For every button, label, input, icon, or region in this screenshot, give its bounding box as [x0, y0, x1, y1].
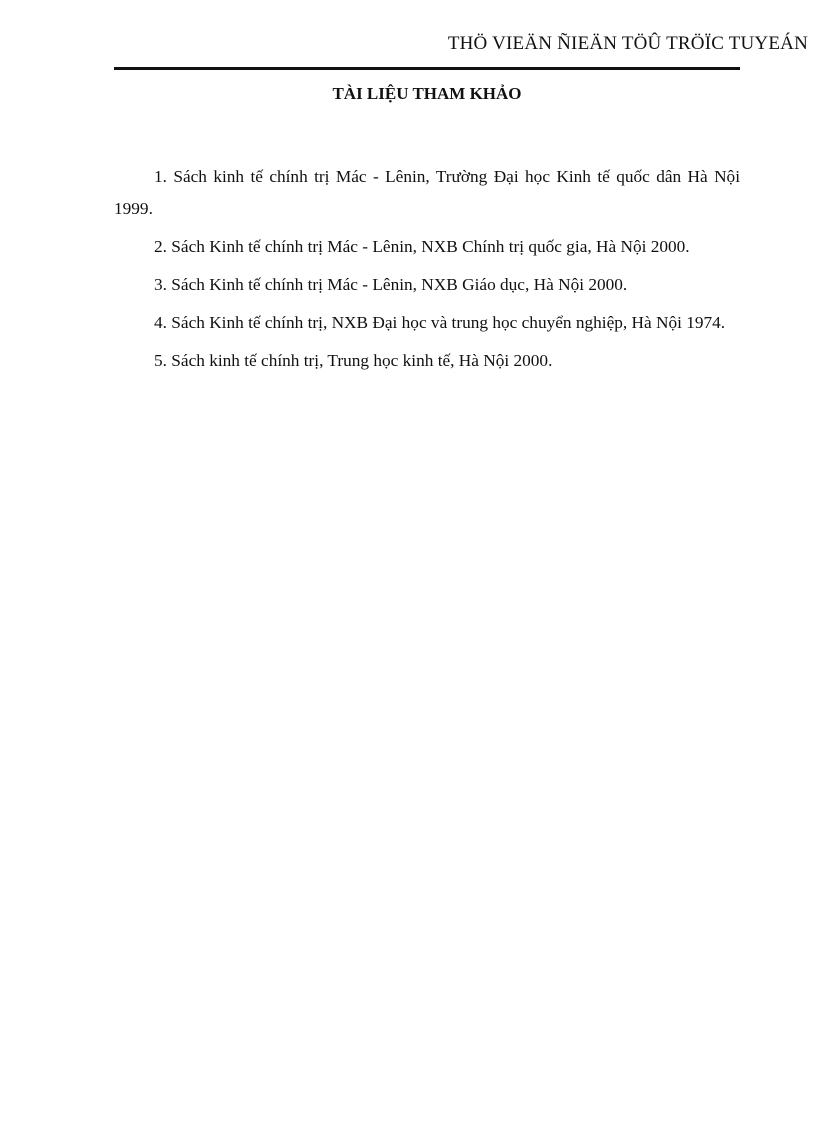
header-text: THÖ VIEÄN ÑIEÄN TÖÛ TRÖÏC TUYEÁN [447, 33, 808, 54]
reference-item: 4. Sách Kinh tế chính trị, NXB Đại học và trung học chuyển nghiệp, Hà Nội 1974. [154, 313, 726, 332]
page-header [0, 0, 816, 72]
reference-item: 1. Sách kinh tế chính trị Mác - Lênin, Trường Đại học Kinh tế quốc dân Hà Nội 1999. [114, 167, 740, 218]
reference-item: 2. Sách Kinh tế chính trị Mác - Lênin, NXB Chính trị quốc gia, Hà Nội 2000. [154, 237, 690, 256]
document-title: TÀI LIỆU THAM KHẢO [332, 84, 522, 103]
reference-list [114, 161, 740, 383]
reference-item: 3. Sách Kinh tế chính trị Mác - Lênin, NXB Giáo dục, Hà Nội 2000. [154, 275, 628, 294]
header-divider [114, 67, 740, 70]
reference-item: 5. Sách kinh tế chính trị, Trung học kinh tế, Hà Nội 2000. [154, 351, 553, 370]
